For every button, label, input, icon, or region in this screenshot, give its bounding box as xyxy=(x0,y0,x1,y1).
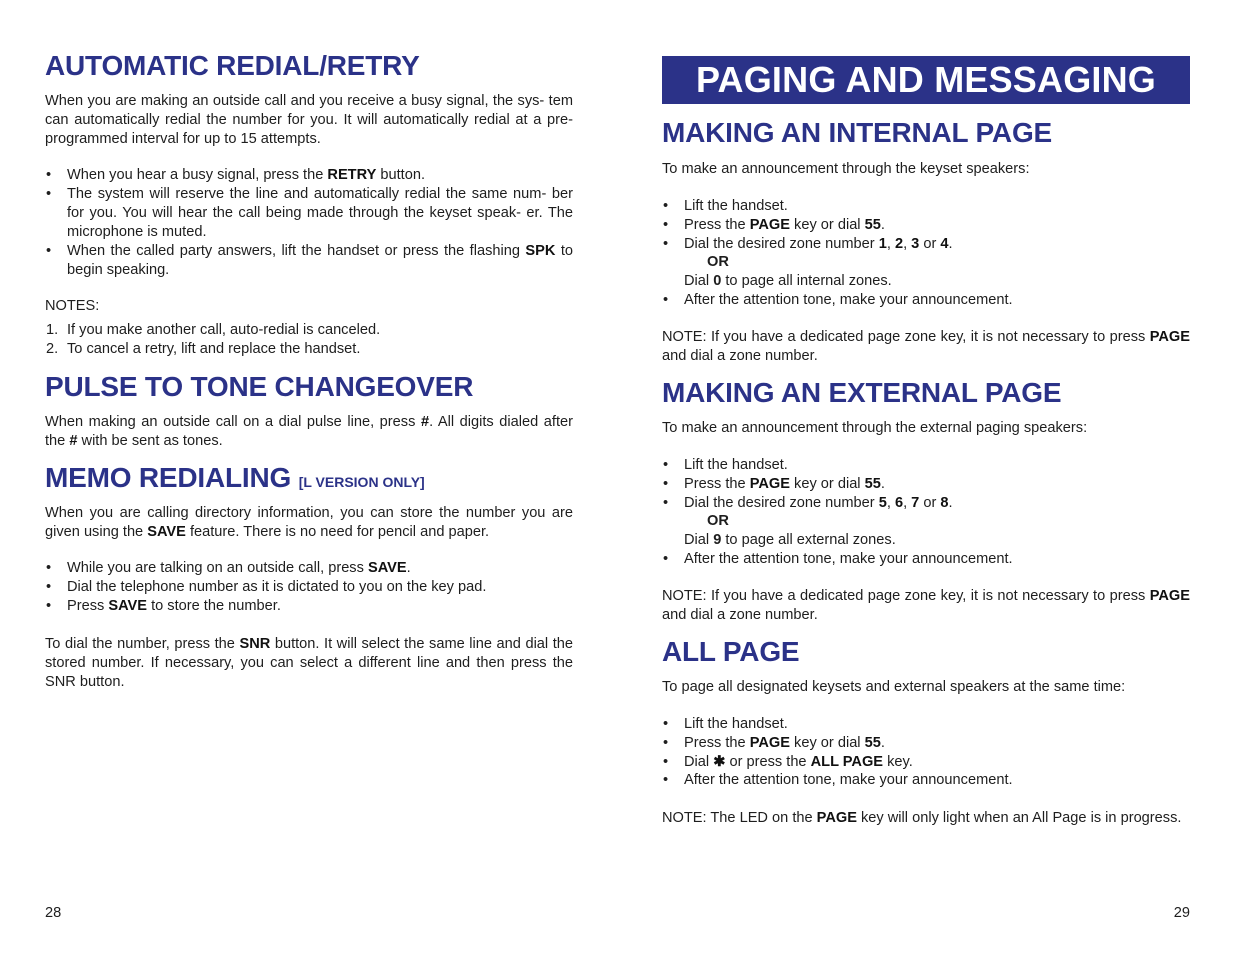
list-item: • Lift the handset. xyxy=(663,457,788,473)
section-title-internal-page: MAKING AN INTERNAL PAGE xyxy=(662,117,1052,148)
dial-zero-line: Dial 0 to page all internal zones. xyxy=(684,273,892,289)
version-note: [L VERSION ONLY] xyxy=(298,474,425,490)
redial-intro: When you are making an outside call and you receive a busy signal, the sys- tem can automatically redial the number for you. It will automatically redial at a pre-programmed interval for up to 15 attempts. xyxy=(45,93,573,147)
list-item: • Dial ✱ or press the ALL PAGE key. xyxy=(663,754,913,770)
allpage-intro: To page all designated keysets and external speakers at the same time: xyxy=(662,679,1126,695)
list-item: • When the called party answers, lift the handset or press the flashing SPK to begin speaking. xyxy=(46,243,573,278)
list-number: 1. xyxy=(46,322,59,338)
page-number-right: 29 xyxy=(1173,905,1190,921)
bullet-mark: • xyxy=(663,754,669,770)
allpage-note: NOTE: The LED on the PAGE key will only light when an All Page is in progress. xyxy=(662,810,1182,826)
list-item: • After the attention tone, make your announcement. xyxy=(663,772,1013,788)
dial-nine-line: Dial 9 to page all external zones. xyxy=(684,532,896,548)
list-item: • Lift the handset. xyxy=(663,198,788,214)
or-label: OR xyxy=(707,513,729,529)
internal-note: NOTE: If you have a dedicated page zone key, it is not necessary to press PAGE and dial a zone number. xyxy=(662,329,1190,364)
list-item: 1. If you make another call, auto-redial is canceled. xyxy=(46,322,381,338)
section-title-memo-redialing: MEMO REDIALING [L VERSION ONLY] xyxy=(45,462,425,493)
list-item: • Dial the desired zone number 1, 2, 3 or 4. xyxy=(663,236,953,252)
list-item: • Press the PAGE key or dial 55. xyxy=(663,476,885,492)
bullet-mark: • xyxy=(46,579,52,595)
notes-label: NOTES: xyxy=(45,298,100,314)
list-item: • After the attention tone, make your announcement. xyxy=(663,292,1013,308)
bullet-mark: • xyxy=(663,716,669,732)
bullet-mark: • xyxy=(46,186,52,202)
section-title-external-page: MAKING AN EXTERNAL PAGE xyxy=(662,377,1062,408)
bullet-mark: • xyxy=(663,236,669,252)
bullet-mark: • xyxy=(663,457,669,473)
list-item: • Dial the desired zone number 5, 6, 7 or 8. xyxy=(663,495,953,511)
bullet-mark: • xyxy=(663,495,669,511)
bullet-mark: • xyxy=(46,560,52,576)
list-item: • Press the PAGE key or dial 55. xyxy=(663,735,885,751)
or-label: OR xyxy=(707,254,729,270)
star-icon: ✱ xyxy=(713,754,726,770)
bullet-mark: • xyxy=(663,217,669,233)
pulse-paragraph: When making an outside call on a dial pulse line, press #. All digits dialed after the # with be sent as tones. xyxy=(45,414,573,449)
external-intro: To make an announcement through the external paging speakers: xyxy=(662,420,1088,436)
bullet-mark: • xyxy=(663,476,669,492)
bullet-mark: • xyxy=(46,167,52,183)
section-title-all-page: ALL PAGE xyxy=(662,636,800,667)
list-item: • Press SAVE to store the number. xyxy=(46,598,281,614)
list-item: • Lift the handset. xyxy=(663,716,788,732)
page-number-left: 28 xyxy=(45,905,62,921)
chapter-banner: PAGING AND MESSAGING xyxy=(662,56,1190,104)
list-item: • The system will reserve the line and automatically redial the same num- ber for you. You will hear the call being made through the keyset speak- er. The microphone is muted. xyxy=(46,186,573,240)
list-item: • When you hear a busy signal, press the RETRY button. xyxy=(46,167,426,183)
list-number: 2. xyxy=(46,341,59,357)
list-item: 2. To cancel a retry, lift and replace the handset. xyxy=(46,341,361,357)
list-item: • Press the PAGE key or dial 55. xyxy=(663,217,885,233)
external-note: NOTE: If you have a dedicated page zone key, it is not necessary to press PAGE and dial a zone number. xyxy=(662,588,1190,623)
bullet-mark: • xyxy=(663,551,669,567)
bullet-mark: • xyxy=(663,735,669,751)
internal-intro: To make an announcement through the keyset speakers: xyxy=(662,161,1030,177)
bullet-mark: • xyxy=(46,598,52,614)
bullet-mark: • xyxy=(663,292,669,308)
bullet-mark: • xyxy=(46,243,52,259)
memo-outro: To dial the number, press the SNR button. It will select the same line and dial the stored number. If necessary, you can select a different line and then press the SNR button. xyxy=(45,636,574,690)
memo-intro: When you are calling directory information, you can store the number you are given using the SAVE feature. There is no need for pencil and paper. xyxy=(45,505,573,540)
bullet-mark: • xyxy=(663,198,669,214)
list-item: • Dial the telephone number as it is dictated to you on the key pad. xyxy=(46,579,487,595)
list-item: • After the attention tone, make your announcement. xyxy=(663,551,1013,567)
list-item: • While you are talking on an outside call, press SAVE. xyxy=(46,560,411,576)
bullet-mark: • xyxy=(663,772,669,788)
section-title-automatic-redial: AUTOMATIC REDIAL/RETRY xyxy=(45,50,420,81)
section-title-pulse-to-tone: PULSE TO TONE CHANGEOVER xyxy=(45,371,474,402)
